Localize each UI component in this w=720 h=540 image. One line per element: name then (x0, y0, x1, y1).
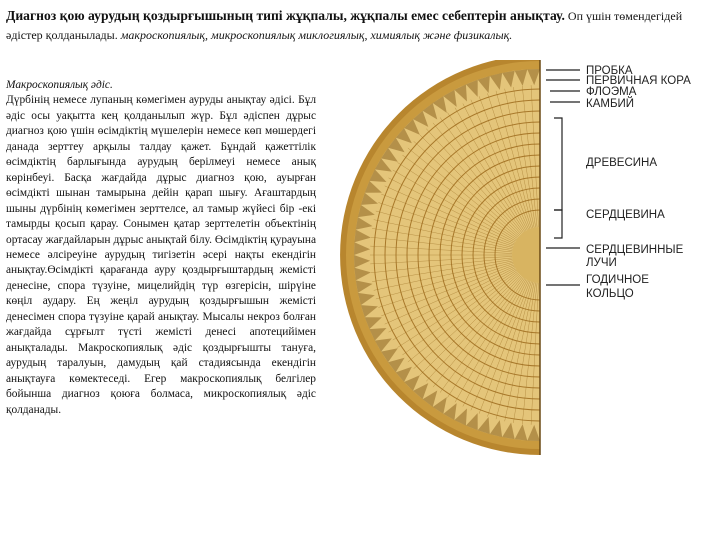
methods-list: макроскопиялық, микроскопиялық миклогиялық, химиялық және физикалық. (120, 28, 513, 42)
label-medullary-rays-2: ЛУЧИ (586, 257, 617, 269)
stem-cross-section-figure (318, 60, 718, 540)
label-primary-cortex: ПЕРВИЧНАЯ КОРА (586, 75, 691, 87)
label-annual-ring: ГОДИЧНОЕ (586, 274, 649, 286)
label-cambium: КАМБИЙ (586, 98, 635, 110)
label-wood: ДРЕВЕСИНА (586, 157, 658, 169)
stem-diagram (318, 60, 718, 540)
intro-text: Оп үшін төмендегідей әдістер қолданылады. (6, 9, 683, 42)
page-header (6, 6, 714, 45)
label-cork: ПРОБКА (586, 65, 633, 77)
macroscopic-section (6, 78, 316, 418)
page-title: Диагноз қою аурудың қоздырғышының типі жұқпалы, жұқпалы емес себептерін анықтау. (6, 8, 565, 23)
label-annual-ring-2: КОЛЬЦО (586, 288, 634, 300)
pith-bracket (554, 210, 562, 238)
section-heading: Макроскопиялық әдіс. (6, 79, 113, 91)
section-body: Дүрбінің немесе лупаның көмегімен ауруды анықтау әдісі. Бұл әдіс осы уақытта кең қолданылып жүр. Бұл әдіспен дұрыс диагноз қою үшін өсімдіктің мүшелерін немесе көп мөшердегі данада зерттеу арқылы талдау қажет. Бұндай қажеттілік өсімдіктің барлығында аурудың берілмеуі немесе анық көрінбеуі. Басқа жағдайда дұрыс диагноз қою, ауырған өсімдікті шынан тамырына дейін қарап шығу. Ағаштардың шыны дүрбінің көмегімен зерттелсе, ал тамыр жүйесі бір -екі тамырды қосып қарау. Сонымен қатар зерттелетін объектінің ортасау жағдайларын дұрыс анықтай білу. Өсімдіктің қурауына немесе әлсіреуіне аурудың тигізетін әсері нақты екендігін анықтау.Өсімдікті қарағанда ауру қоздырғыштардың жемісті денесіне, спора түзуіне, мицелийдің түр өзгерісін, шірүіне көңіл аудару. Ең жеңіл аурудың қоздырғышын жемісті денесімен спора түзуіне қарай анықтау. Мысалы некроз болған жағдайда сұрғылт түсті жемісті денесі апотецийімен анықталады. Макроскопиялық әдіс қоздырғышты тануға, аурудың таралуын, дамудың қай стадиясында екендігін анықтауға көмектеседі. Егер макроскопиялық белгілер бойынша диагноз қоюға болмаса, микроскопиялық әдіс қолданады. (6, 94, 316, 416)
label-phloem: ФЛОЭМА (586, 86, 637, 98)
wood-bracket (554, 118, 562, 210)
label-medullary-rays: СЕРДЦЕВИННЫЕ (586, 244, 684, 256)
label-pith: СЕРДЦЕВИНА (586, 209, 665, 221)
